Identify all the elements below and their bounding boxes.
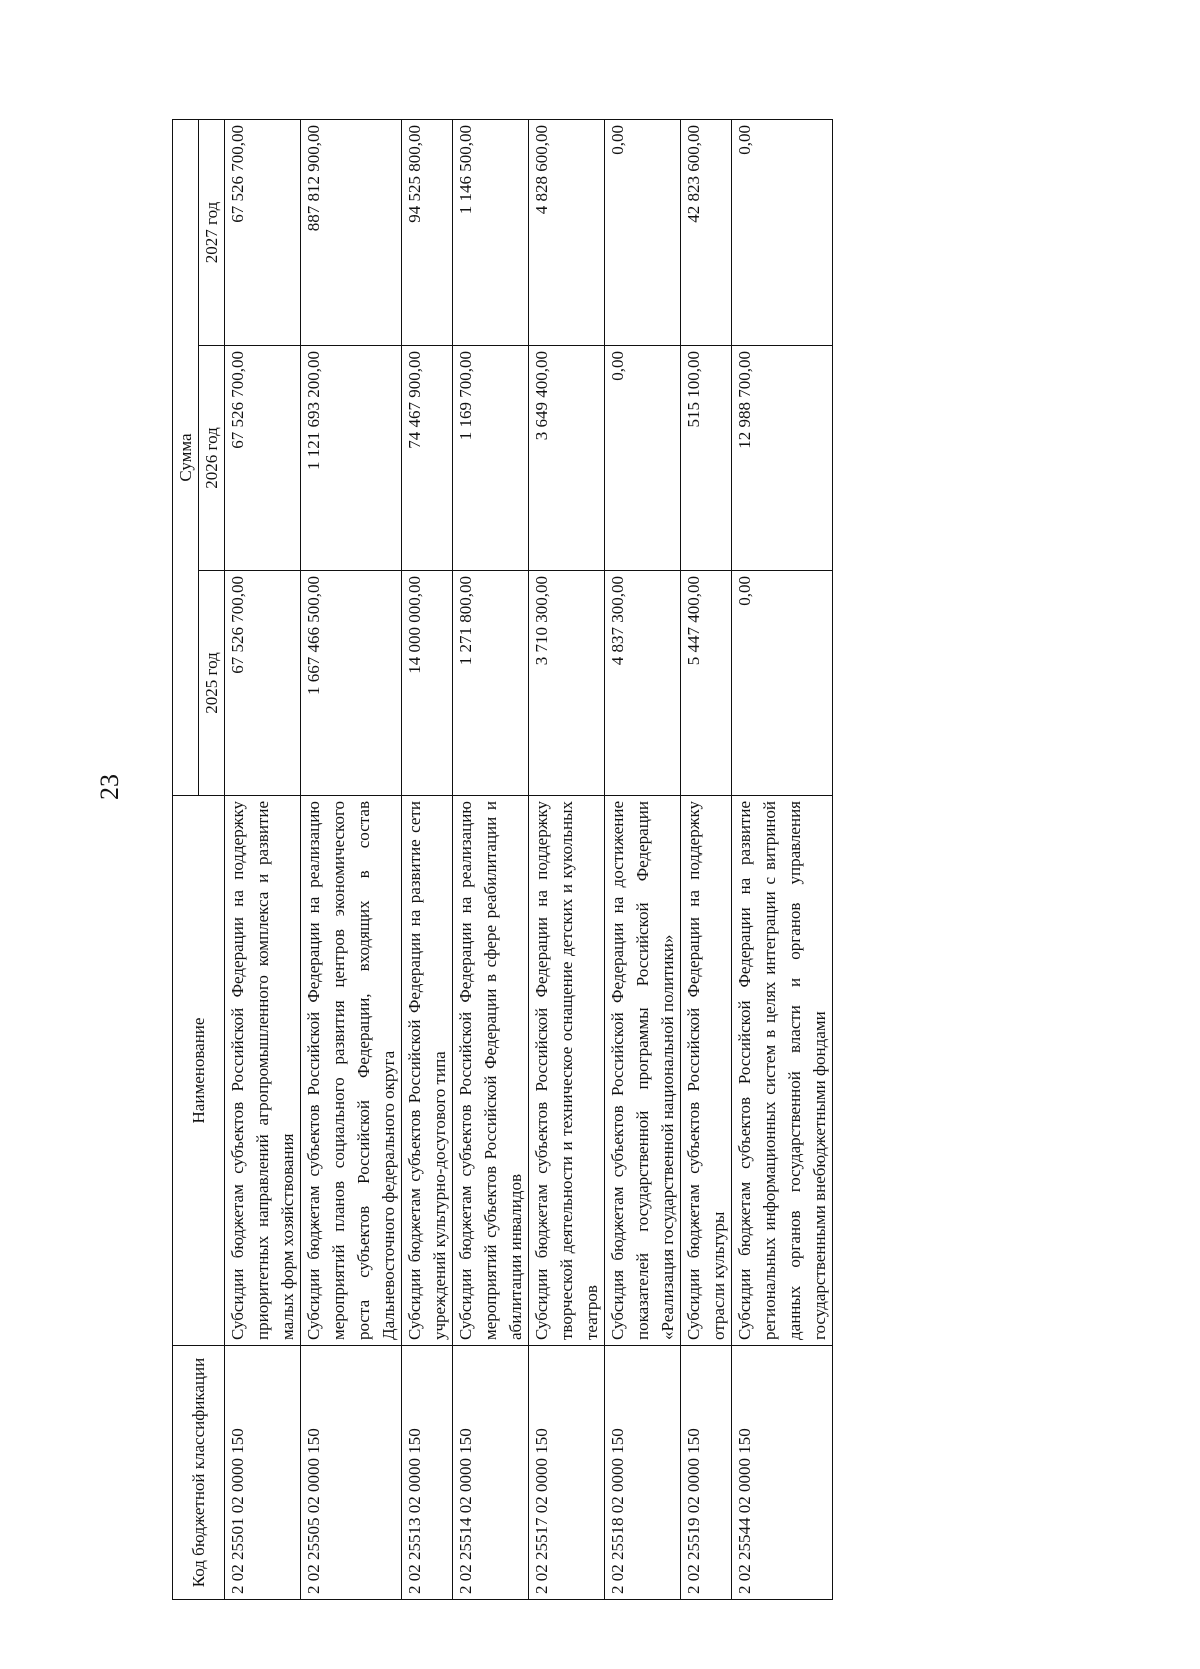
header-year-2025: 2025 год: [199, 571, 225, 796]
row-2026: 67 526 700,00: [225, 346, 301, 571]
table-row: [605, 119, 681, 1599]
row-name: Субсидии бюджетам субъектов Российской Федерации на поддержку приоритетных направлений агропромышленного комплекса и развитие малых форм хозяйствования: [225, 796, 301, 1346]
row-code: 2 02 25544 02 0000 150: [732, 1346, 833, 1600]
row-2026: 0,00: [605, 346, 681, 571]
header-name: Наименование: [173, 796, 225, 1346]
header-year-2027: 2027 год: [199, 119, 225, 345]
row-2027: 1 146 500,00: [453, 119, 529, 345]
table-row: [453, 119, 529, 1599]
row-code: 2 02 25514 02 0000 150: [453, 1346, 529, 1600]
row-2025: 0,00: [732, 571, 833, 796]
table-row: [732, 119, 833, 1599]
row-2026: 3 649 400,00: [529, 346, 605, 571]
rotated-table-wrapper: [172, 120, 992, 1600]
row-name: Субсидия бюджетам субъектов Российской Федерации на достижение показателей государственной программы Российской Федерации «Реализация государственной национальной политики»: [605, 796, 681, 1346]
table-row: [301, 119, 402, 1599]
table-row: [681, 119, 732, 1599]
row-code: 2 02 25518 02 0000 150: [605, 1346, 681, 1600]
row-code: 2 02 25505 02 0000 150: [301, 1346, 402, 1600]
row-2026: 12 988 700,00: [732, 346, 833, 571]
table-row: [402, 119, 453, 1599]
page-number: 23: [95, 774, 124, 800]
row-2026: 1 121 693 200,00: [301, 346, 402, 571]
row-2026: 1 169 700,00: [453, 346, 529, 571]
row-2027: 887 812 900,00: [301, 119, 402, 345]
row-2025: 5 447 400,00: [681, 571, 732, 796]
row-2025: 3 710 300,00: [529, 571, 605, 796]
row-2027: 67 526 700,00: [225, 119, 301, 345]
row-2027: 4 828 600,00: [529, 119, 605, 345]
row-2026: 515 100,00: [681, 346, 732, 571]
row-code: 2 02 25517 02 0000 150: [529, 1346, 605, 1600]
row-2026: 74 467 900,00: [402, 346, 453, 571]
row-2027: 42 823 600,00: [681, 119, 732, 345]
header-sum: Сумма: [173, 119, 199, 795]
row-2025: 1 667 466 500,00: [301, 571, 402, 796]
row-name: Субсидии бюджетам субъектов Российской Федерации на развитие региональных информационных систем в целях интеграции с витриной данных органов государственной власти и органов управления государственными внебюджетными фондами: [732, 796, 833, 1346]
row-name: Субсидии бюджетам субъектов Российской Федерации на поддержку отрасли культуры: [681, 796, 732, 1346]
row-2025: 14 000 000,00: [402, 571, 453, 796]
row-code: 2 02 25519 02 0000 150: [681, 1346, 732, 1600]
header-code: Код бюджетной классификации: [173, 1346, 225, 1600]
table-row: [225, 119, 301, 1599]
row-name: Субсидии бюджетам субъектов Российской Федерации на поддержку творческой деятельности и техническое оснащение детских и кукольных театров: [529, 796, 605, 1346]
header-year-2026: 2026 год: [199, 346, 225, 571]
row-2025: 67 526 700,00: [225, 571, 301, 796]
row-2027: 0,00: [732, 119, 833, 345]
row-name: Субсидии бюджетам субъектов Российской Федерации на развитие сети учреждений культурно-досугового типа: [402, 796, 453, 1346]
budget-table: [172, 119, 833, 1600]
table-row: [529, 119, 605, 1599]
header-row: [173, 119, 199, 1599]
row-code: 2 02 25501 02 0000 150: [225, 1346, 301, 1600]
row-name: Субсидии бюджетам субъектов Российской Федерации на реализацию мероприятий планов социального развития центров экономического роста субъектов Российской Федерации, входящих в состав Дальневосточного федерального округа: [301, 796, 402, 1346]
row-2025: 4 837 300,00: [605, 571, 681, 796]
row-2027: 0,00: [605, 119, 681, 345]
row-code: 2 02 25513 02 0000 150: [402, 1346, 453, 1600]
row-2027: 94 525 800,00: [402, 119, 453, 345]
row-name: Субсидии бюджетам субъектов Российской Федерации на реализацию мероприятий субъектов Российской Федерации в сфере реабилитации и абилитации инвалидов: [453, 796, 529, 1346]
row-2025: 1 271 800,00: [453, 571, 529, 796]
